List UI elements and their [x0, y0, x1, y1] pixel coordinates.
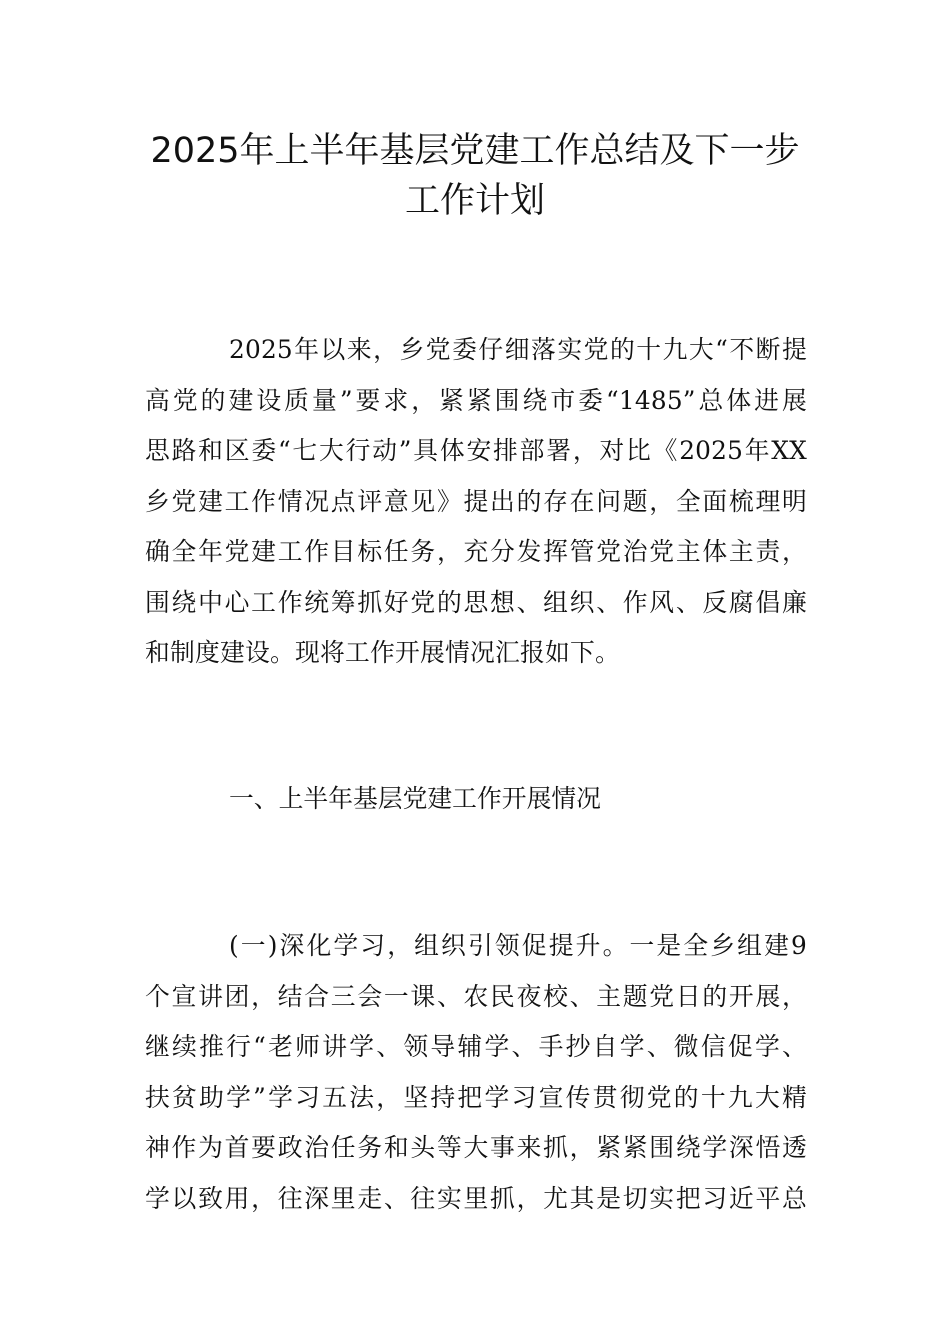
intro-line-6: 围绕中心工作统筹抓好党的思想、组织、作风、反腐倡廉: [145, 587, 807, 617]
title-line-1: 2025年上半年基层党建工作总结及下一步: [150, 131, 800, 171]
section-line-2: 个宣讲团，结合三会一课、农民夜校、主题党日的开展，: [145, 981, 807, 1011]
section-line-6: 学以致用，往深里走、往实里抓，尤其是切实把习近平总: [145, 1183, 807, 1213]
section-paragraph: [145, 921, 807, 1224]
section-line-3: 继续推行“老师讲学、领导辅学、手抄自学、微信促学、: [145, 1032, 807, 1061]
section-line-1: (一)深化学习，组织引领促提升。一是全乡组建9: [229, 931, 807, 960]
document-title: [100, 126, 850, 226]
title-line-2: 工作计划: [404, 181, 545, 221]
intro-line-4: 乡党建工作情况点评意见》提出的存在问题，全面梳理明: [145, 486, 807, 516]
section-line-4: 扶贫助学”学习五法，坚持把学习宣传贯彻党的十九大精: [145, 1082, 807, 1112]
section-line-5: 神作为首要政治任务和头等大事来抓，紧紧围绕学深悟透: [145, 1133, 807, 1162]
intro-line-1: 2025年以来，乡党委仔细落实党的十九大“不断提: [229, 335, 807, 364]
section-heading: 一、上半年基层党建工作开展情况: [229, 784, 601, 813]
intro-paragraph: [145, 325, 807, 679]
intro-line-2: 高党的建设质量”要求，紧紧围绕市委“1485”总体进展: [145, 385, 807, 415]
intro-line-7: 和制度建设。现将工作开展情况汇报如下。: [145, 638, 620, 667]
intro-line-3: 思路和区委“七大行动”具体安排部署，对比《2025年XX: [145, 436, 807, 465]
intro-line-5: 确全年党建工作目标任务，充分发挥管党治党主体主责，: [145, 537, 807, 566]
